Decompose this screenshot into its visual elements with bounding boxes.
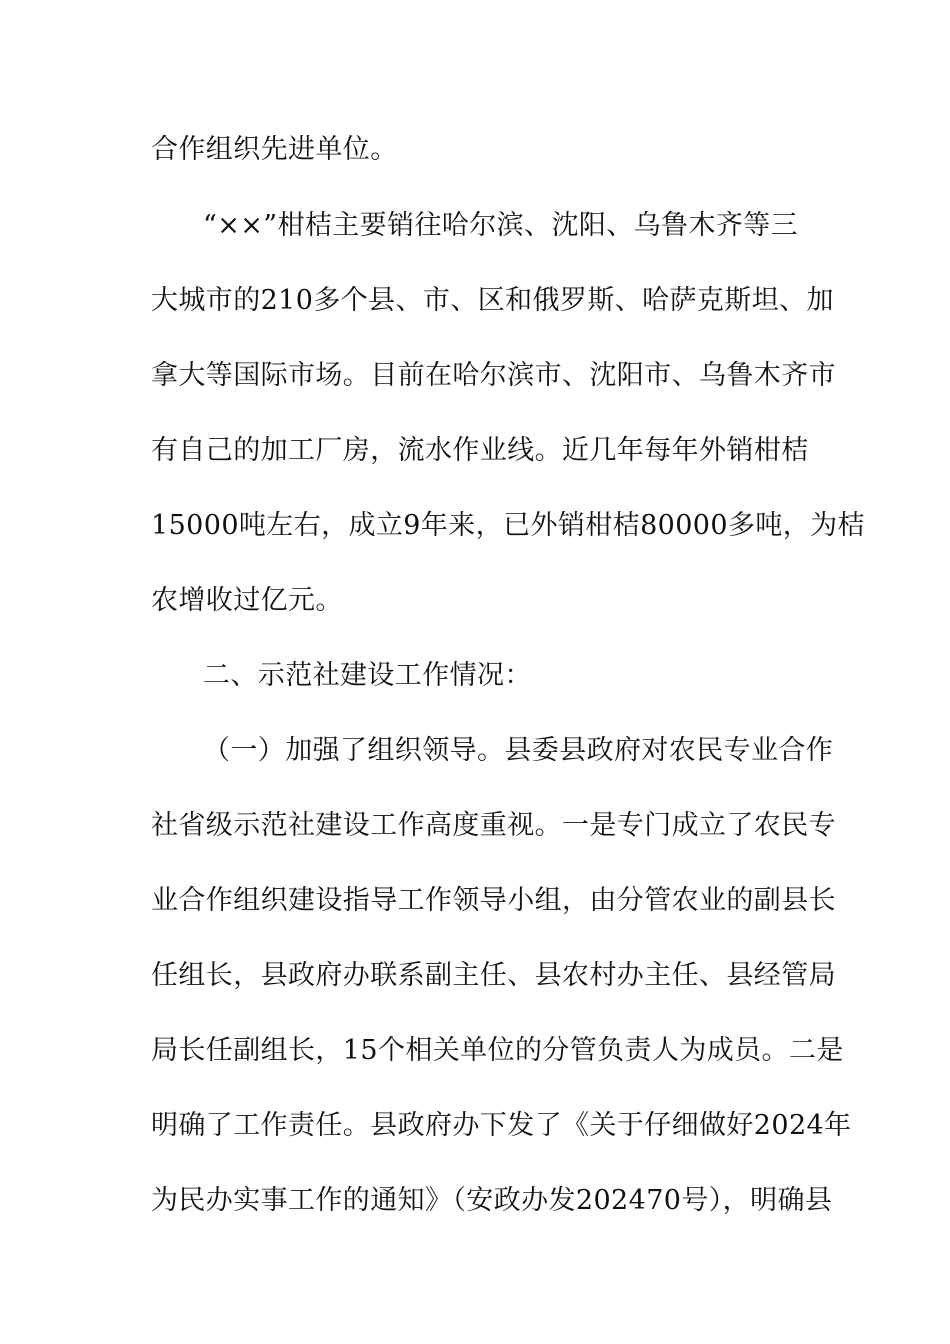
paragraph-first-line: （一）加强了组织领导。县委县政府对农民专业合作 [203, 735, 834, 766]
text-line: 局长任副组长，15个相关单位的分管负责人为成员。二是 [151, 1035, 844, 1066]
text-line: 大城市的210多个县、市、区和俄罗斯、哈萨克斯坦、加 [151, 285, 834, 316]
paragraph-first-line: “××”柑桔主要销往哈尔滨、沈阳、乌鲁木齐等三 [203, 210, 799, 241]
text-line: 明确了工作责任。县政府办下发了《关于仔细做好2024年 [151, 1110, 852, 1141]
text-line: 社省级示范社建设工作高度重视。一是专门成立了农民专 [151, 810, 836, 841]
text-line: 农增收过亿元。 [151, 585, 343, 616]
text-line: 有自己的加工厂房，流水作业线。近几年每年外销柑桔 [151, 435, 809, 466]
section-heading: 二、示范社建设工作情况： [203, 660, 532, 691]
text-line: 15000吨左右，成立9年来，已外销柑桔80000多吨，为桔 [151, 510, 865, 541]
text-line: 为民办实事工作的通知》（安政办发202470号），明确县 [151, 1185, 833, 1216]
text-line: 拿大等国际市场。目前在哈尔滨市、沈阳市、乌鲁木齐市 [151, 360, 836, 391]
text-line: 任组长，县政府办联系副主任、县农村办主任、县经管局 [151, 960, 836, 991]
text-line: 合作组织先进单位。 [151, 134, 398, 165]
text-line: 业合作组织建设指导工作领导小组，由分管农业的副县长 [151, 885, 836, 916]
